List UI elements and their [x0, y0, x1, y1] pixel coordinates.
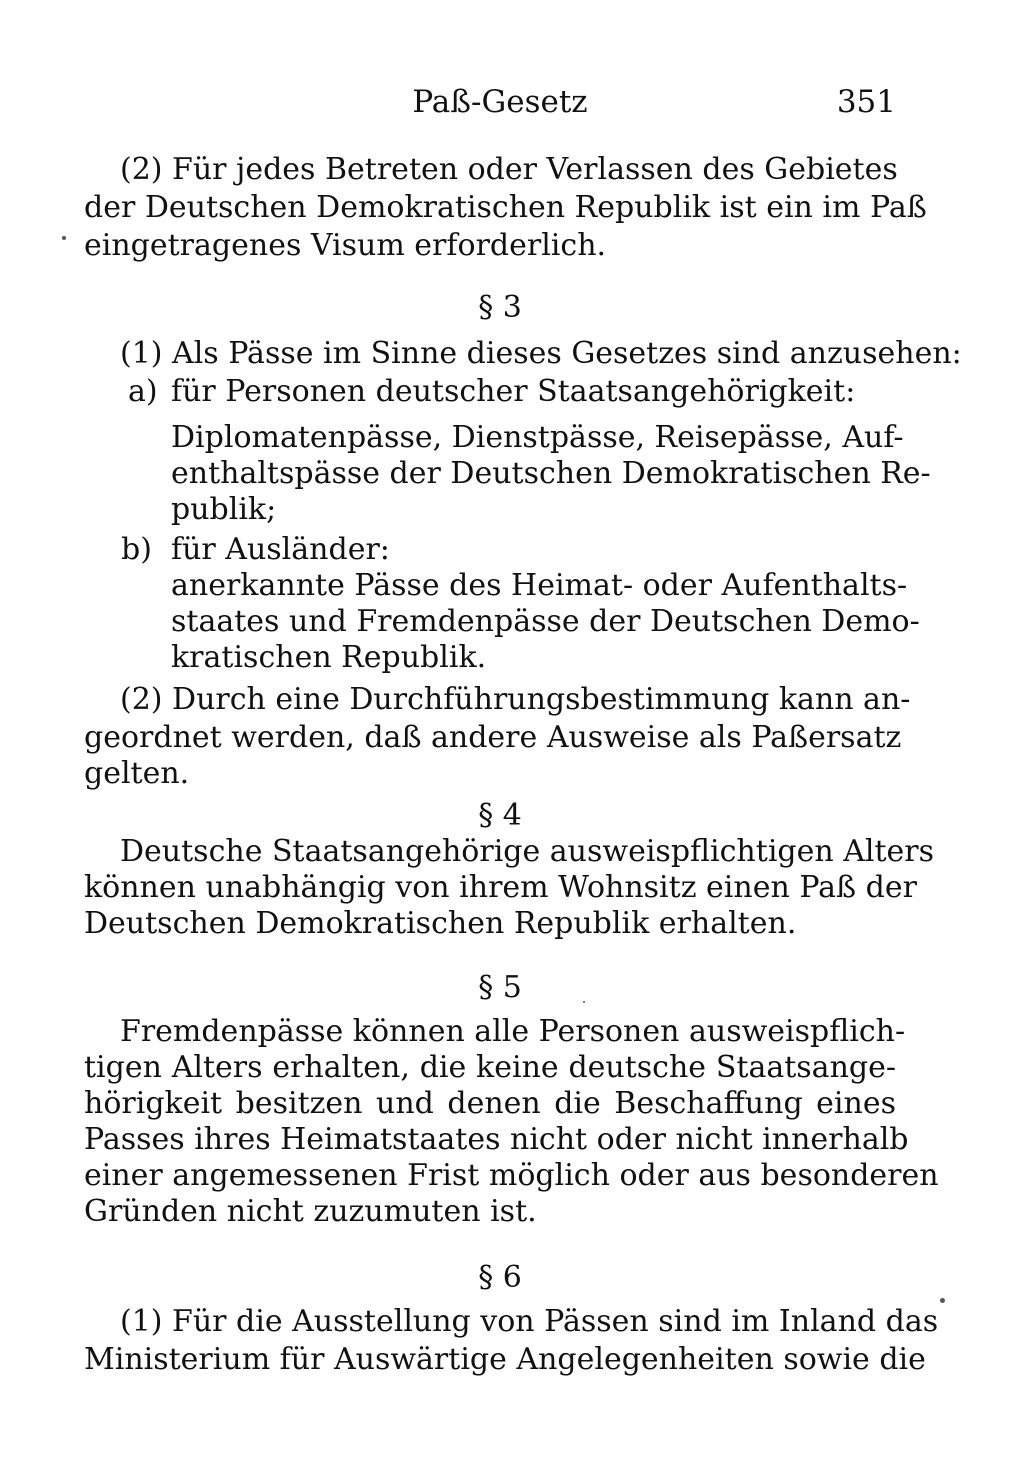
text-line: publik;: [171, 492, 277, 527]
print-speck: [940, 1298, 945, 1303]
text-line: enthaltspässe der Deutschen Demokratischen Re-: [171, 456, 931, 491]
text-line: einer angemessenen Frist möglich oder aus besonderen: [84, 1158, 939, 1193]
text-line: anerkannte Pässe des Heimat- oder Aufenthalts-: [171, 568, 908, 603]
text-line: der Deutschen Demokratischen Republik ist ein im Paß: [84, 190, 927, 225]
list-item-b: für Ausländer:: [171, 532, 390, 567]
text-line: eingetragenes Visum erforderlich.: [84, 228, 607, 263]
text-line: Diplomatenpässe, Dienstpässe, Reisepässe, Auf-: [171, 420, 904, 455]
text-line: gelten.: [84, 756, 190, 791]
text-line: tigen Alters erhalten, die keine deutsche Staatsange-: [84, 1050, 896, 1085]
text-line: hörigkeit besitzen und denen die Beschaffung eines: [84, 1086, 896, 1121]
text-line: Deutschen Demokratischen Republik erhalten.: [84, 906, 797, 941]
text-line: (1) Als Pässe im Sinne dieses Gesetzes sind anzusehen:: [120, 336, 962, 371]
section-heading-6: § 6: [478, 1260, 522, 1295]
text-line: Ministerium für Auswärtige Angelegenheiten sowie die: [84, 1342, 926, 1377]
running-title: Paß-Gesetz: [412, 84, 588, 120]
print-speck: [583, 1001, 585, 1003]
text-line: kratischen Republik.: [171, 640, 487, 675]
text-line: Fremdenpässe können alle Personen ausweispflich-: [120, 1014, 906, 1049]
text-line: Passes ihres Heimatstaates nicht oder nicht innerhalb: [84, 1122, 909, 1157]
section-heading-3: § 3: [478, 290, 522, 325]
print-speck: [62, 236, 66, 240]
text-line: (1) Für die Ausstellung von Pässen sind im Inland das: [120, 1304, 939, 1339]
list-marker-b: b): [121, 532, 152, 567]
text-line: Gründen nicht zuzumuten ist.: [84, 1194, 537, 1229]
text-line: können unabhängig von ihrem Wohnsitz einen Paß der: [84, 870, 917, 905]
page-header: [84, 80, 896, 124]
list-marker-a: a): [128, 374, 158, 409]
text-line: (2) Für jedes Betreten oder Verlassen des Gebietes: [120, 152, 898, 187]
section-heading-5: § 5: [478, 970, 522, 1005]
text-line: Deutsche Staatsangehörige ausweispflichtigen Alters: [120, 834, 935, 869]
text-line: staates und Fremdenpässe der Deutschen Demo-: [171, 604, 920, 639]
section-heading-4: § 4: [478, 798, 522, 833]
text-line: geordnet werden, daß andere Ausweise als Paßersatz: [84, 720, 902, 755]
page-number: 351: [836, 84, 896, 120]
text-line: (2) Durch eine Durchführungsbestimmung kann an-: [120, 682, 911, 717]
list-item-a: für Personen deutscher Staatsangehörigkeit:: [171, 374, 856, 409]
